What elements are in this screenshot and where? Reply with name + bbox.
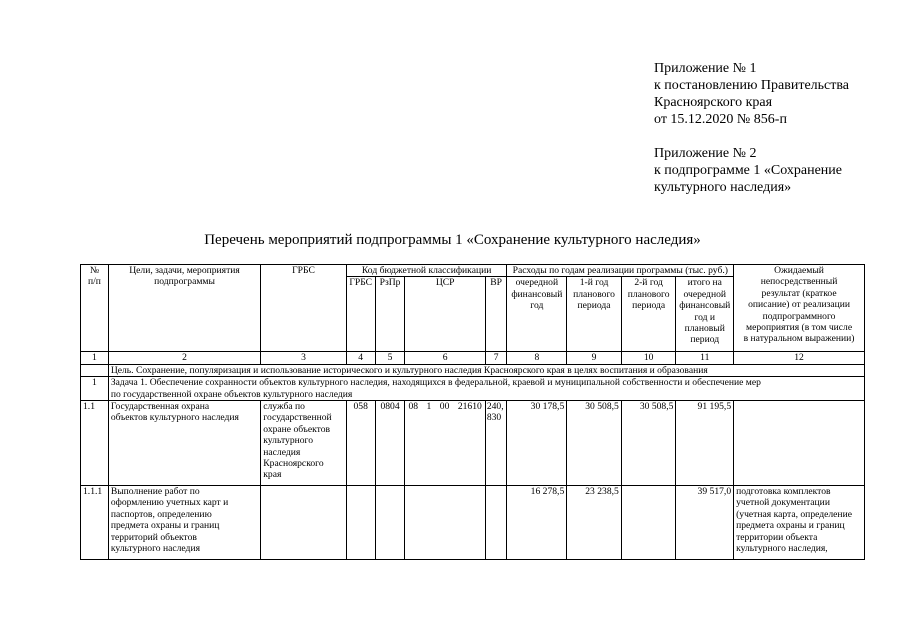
header-goals: Цели, задачи, мероприятия подпрограммы [108,265,260,352]
header-csr: ЦСР [405,277,485,352]
column-number: 6 [405,352,485,364]
row-total: 91 195,5 [676,401,734,486]
goal-num-cell [81,364,109,376]
column-number: 4 [346,352,375,364]
task-num: 1 [81,377,109,401]
column-number: 2 [108,352,260,364]
annex-1-line: от 15.12.2020 № 856-п [654,112,787,127]
annex-2-line: культурного наследия» [654,180,792,195]
header-year-2: 2-й год планового периода [621,277,676,352]
annex-2-line: к подпрограмме 1 «Сохранение [654,163,843,178]
annex-2-line: Приложение № 2 [654,146,757,161]
row-total: 39 517,0 [676,486,734,560]
header-expenses: Расходы по годам реализации программы (тыс. руб.) [507,265,734,277]
document-title: Перечень мероприятий подпрограммы 1 «Сохранение культурного наследия» [204,232,701,248]
annex-1-block [654,60,849,128]
row-num: 1.1.1 [81,486,109,560]
row-grbs [346,486,375,560]
row-grbs-name [261,486,347,560]
column-number: 11 [676,352,734,364]
column-number: 5 [375,352,405,364]
row-result [734,401,865,486]
header-grbs: ГРБС [346,277,375,352]
row-year-0: 30 178,5 [507,401,567,486]
annex-1-line: к постановлению Правительства [654,78,850,93]
row-vr: 240, 830 [485,401,507,486]
row-year-1: 30 508,5 [567,401,622,486]
column-number: 12 [734,352,865,364]
row-num: 1.1 [81,401,109,486]
activities-table [80,264,865,560]
row-csr: 08 1 00 21610 [405,401,485,486]
column-number: 8 [507,352,567,364]
header-vr: ВР [485,277,507,352]
column-number: 10 [621,352,676,364]
table-row [81,401,865,486]
header-result: Ожидаемый непосредственный результат (краткое описание) от реализации подпрограммного мероприятия (в том числе в натуральном выражении) [734,265,865,352]
column-number-row [81,352,865,364]
goal-row [81,364,865,376]
header-total: итого на очередной финансовый год и плановый период [676,277,734,352]
column-number: 3 [261,352,347,364]
table-row [81,486,865,560]
header-rzpr: РзПр [375,277,405,352]
row-csr [405,486,485,560]
header-year-1: 1-й год планового периода [567,277,622,352]
annex-2-block [654,145,842,196]
column-number: 1 [81,352,109,364]
row-grbs: 058 [346,401,375,486]
row-name: Государственная охрана объектов культурного наследия [108,401,260,486]
row-year-1: 23 238,5 [567,486,622,560]
task-text: Задача 1. Обеспечение сохранности объектов культурного наследия, находящихся в федеральной, краевой и муниципальной собственности и обеспечение мер по государственной охране объектов культурного наследия [108,377,864,401]
row-rzpr: 0804 [375,401,405,486]
row-vr [485,486,507,560]
row-rzpr [375,486,405,560]
column-number: 9 [567,352,622,364]
header-num: № п/п [81,265,109,352]
header-row-1 [81,265,865,277]
header-grbs-name: ГРБС [261,265,347,352]
row-grbs-name: служба по государственной охране объектов культурного наследия Красноярского края [261,401,347,486]
row-year-0: 16 278,5 [507,486,567,560]
column-number: 7 [485,352,507,364]
task-row [81,377,865,401]
annex-1-line: Красноярского края [654,95,773,110]
goal-text: Цель. Сохранение, популяризация и использование исторического и культурного наследия Красноярского края в целях воспитания и образования [108,364,864,376]
row-year-2 [621,486,676,560]
header-budget-code: Код бюджетной классификации [346,265,507,277]
row-name: Выполнение работ по оформлению учетных карт и паспортов, определению предмета охраны и границ территорий объектов культурного наследия [108,486,260,560]
row-result: подготовка комплектов учетной документации (учетная карта, определение предмета охраны и границ территории объекта культурного наследия, [734,486,865,560]
annex-1-line: Приложение № 1 [654,61,757,76]
header-year-0: очередной финансовый год [507,277,567,352]
row-year-2: 30 508,5 [621,401,676,486]
